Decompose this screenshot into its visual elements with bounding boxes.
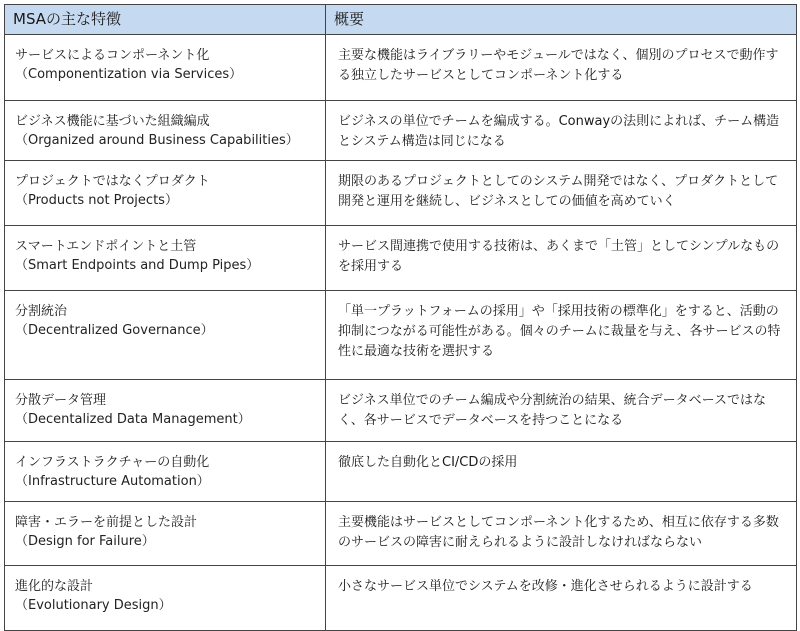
summary-cell bbox=[326, 35, 797, 101]
feature-name-en: （Componentization via Services） bbox=[15, 67, 243, 82]
summary-cell bbox=[326, 566, 797, 631]
feature-name: 分割統治 bbox=[15, 304, 68, 319]
summary-cell bbox=[326, 226, 797, 291]
summary-text: 期限のあるプロジェクトとしてのシステム開発ではなく、プロダクトとして開発と運用を継続し、ビジネスとしての価値を高めていく bbox=[338, 174, 779, 209]
feature-name-en: （Smart Endpoints and Dump Pipes） bbox=[15, 258, 260, 273]
table-row bbox=[5, 380, 797, 442]
table-row bbox=[5, 502, 797, 566]
feature-name-en: （Evolutionary Design） bbox=[15, 598, 172, 613]
table-row bbox=[5, 101, 797, 161]
summary-text: 主要な機能はライブラリーやモジュールではなく、個別のプロセスで動作する独立したサービスとしてコンポーネント化する bbox=[338, 48, 779, 83]
summary-text: ビジネス単位でのチーム編成や分割統治の結果、統合データベースではなく、各サービスでデータベースを持つことになる bbox=[338, 393, 766, 428]
table-row bbox=[5, 161, 797, 226]
feature-cell bbox=[5, 35, 326, 101]
table-row bbox=[5, 226, 797, 291]
summary-text: 小さなサービス単位でシステムを改修・進化させられるように設計する bbox=[338, 579, 753, 594]
feature-cell bbox=[5, 442, 326, 502]
summary-cell bbox=[326, 442, 797, 502]
summary-cell bbox=[326, 161, 797, 226]
header-summary: 概要 bbox=[326, 5, 797, 35]
feature-name: サービスによるコンポーネント化 bbox=[15, 48, 210, 63]
feature-cell bbox=[5, 226, 326, 291]
header-row bbox=[5, 5, 797, 35]
summary-cell bbox=[326, 101, 797, 161]
feature-name: 分散データ管理 bbox=[15, 393, 107, 408]
summary-text: 徹底した自動化とCI/CDの採用 bbox=[338, 455, 518, 470]
feature-name: スマートエンドポイントと土管 bbox=[15, 239, 197, 254]
feature-name-en: （Decentalized Data Management） bbox=[15, 412, 251, 427]
table-row bbox=[5, 291, 797, 380]
summary-text: 主要機能はサービスとしてコンポーネント化するため、相互に依存する多数のサービスの障害に耐えられるように設計しなければならない bbox=[338, 515, 779, 550]
msa-features-table bbox=[4, 4, 797, 631]
feature-name-en: （Organized around Business Capabilities） bbox=[15, 133, 299, 148]
table-row bbox=[5, 35, 797, 101]
summary-text: 「単一プラットフォームの採用」や「採用技術の標準化」をすると、活動の抑制につながる可能性がある。個々のチームに裁量を与え、各サービスの特性に最適な技術を選択する bbox=[338, 304, 781, 359]
feature-cell bbox=[5, 291, 326, 380]
feature-name: プロジェクトではなくプロダクト bbox=[15, 174, 210, 189]
feature-name: 進化的な設計 bbox=[15, 579, 94, 594]
feature-name-en: （Products not Projects） bbox=[15, 193, 178, 208]
summary-text: サービス間連携で使用する技術は、あくまで「土管」としてシンプルなものを採用する bbox=[338, 239, 780, 274]
feature-cell bbox=[5, 380, 326, 442]
summary-cell bbox=[326, 291, 797, 380]
feature-cell bbox=[5, 502, 326, 566]
summary-text: ビジネスの単位でチームを編成する。Conwayの法則によれば、チーム構造とシステム構造は同じになる bbox=[338, 114, 780, 149]
summary-cell bbox=[326, 502, 797, 566]
feature-name: 障害・エラーを前提とした設計 bbox=[15, 515, 198, 530]
feature-cell bbox=[5, 161, 326, 226]
feature-cell bbox=[5, 101, 326, 161]
summary-cell bbox=[326, 380, 797, 442]
feature-name-en: （Infrastructure Automation） bbox=[15, 474, 210, 489]
feature-name: ビジネス機能に基づいた組織編成 bbox=[15, 114, 210, 129]
feature-name-en: （Decentralized Governance） bbox=[15, 323, 214, 338]
feature-cell bbox=[5, 566, 326, 631]
feature-name-en: （Design for Failure） bbox=[15, 534, 155, 549]
table-row bbox=[5, 566, 797, 631]
table-row bbox=[5, 442, 797, 502]
feature-name: インフラストラクチャーの自動化 bbox=[15, 455, 210, 470]
header-feature: MSAの主な特徴 bbox=[5, 5, 326, 35]
